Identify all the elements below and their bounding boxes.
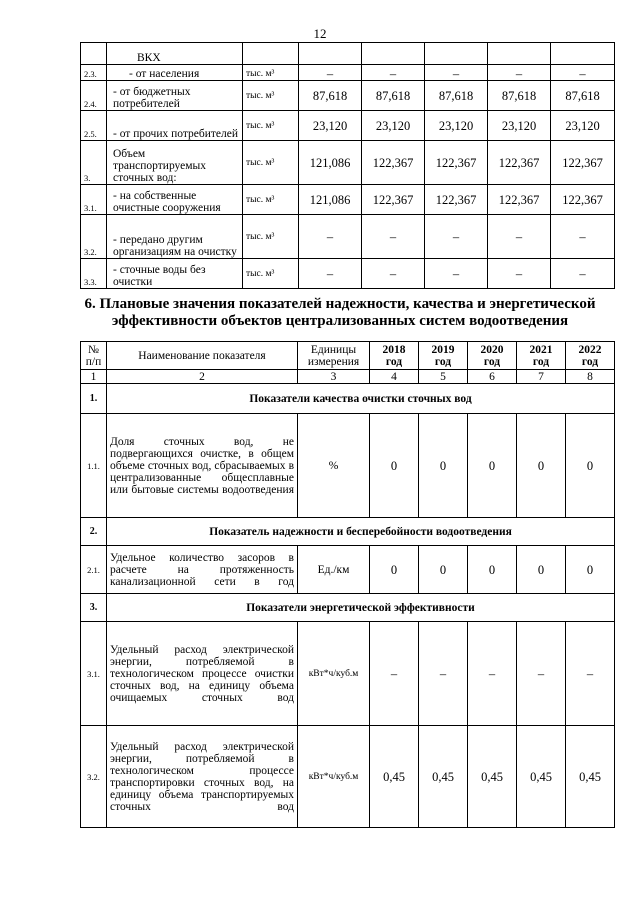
section-row: 3. Показатели энергетической эффективности bbox=[81, 594, 615, 622]
table-row: ВКХ bbox=[81, 43, 615, 65]
table-row: 3.1. Удельный расход электрической энергии, потребляемой в технологическом процессе очистки сточных вод, на единицу объема очищаемых сточных вод кВт*ч/куб.м – – – – – bbox=[81, 622, 615, 726]
section-heading: 6. Плановые значения показателей надежности, качества и энергетической эффективности объектов централизованных систем водоотведения bbox=[84, 296, 596, 329]
table-row: 3. Объем транспортируемых сточных вод: тыс. м³ 121,086 122,367 122,367 122,367 122,367 bbox=[81, 141, 615, 185]
table-row: 3.2. - передано другим организациям на очистку тыс. м³ – – – – – bbox=[81, 215, 615, 259]
table-row: 1.1. Доля сточных вод, не подвергающихся очистке, в общем объеме сточных вод, сбрасываемых в централизованные общесплавные или бытовые системы водоотведения % 0 0 0 0 0 bbox=[81, 414, 615, 518]
table-row: 2.5. - от прочих потребителей тыс. м³ 23,120 23,120 23,120 23,120 23,120 bbox=[81, 111, 615, 141]
section-row: 1. Показатели качества очистки сточных вод bbox=[81, 384, 615, 414]
table-row: 2.3. - от населения тыс. м³ – – – – – bbox=[81, 65, 615, 81]
table-row: 3.3. - сточные воды без очистки тыс. м³ – – – – – bbox=[81, 259, 615, 289]
page-number: 12 bbox=[313, 26, 327, 41]
header-row: № п/п Наименование показателя Единицы измерения 2018 год 2019 год 2020 год 2021 год 2022 год bbox=[81, 342, 615, 370]
indicators-table bbox=[80, 341, 615, 828]
section-row: 2. Показатель надежности и бесперебойности водоотведения bbox=[81, 518, 615, 546]
table-row: 2.4. - от бюджетных потребителей тыс. м³ 87,618 87,618 87,618 87,618 87,618 bbox=[81, 81, 615, 111]
table-row: 3.1. - на собственные очистные сооружения тыс. м³ 121,086 122,367 122,367 122,367 122,367 bbox=[81, 185, 615, 215]
balance-table bbox=[80, 42, 615, 289]
column-number-row: 1 2 3 4 5 6 7 8 bbox=[81, 370, 615, 384]
table-row: 2.1. Удельное количество засоров в расчете на протяженность канализационной сети в год Ед./км 0 0 0 0 0 bbox=[81, 546, 615, 594]
table-row: 3.2. Удельный расход электрической энергии, потребляемой в технологическом процессе транспортировки сточных вод, на единицу объема транспортируемых сточных вод кВт*ч/куб.м 0,45 0,45 0,45 0,45 0,45 bbox=[81, 726, 615, 828]
